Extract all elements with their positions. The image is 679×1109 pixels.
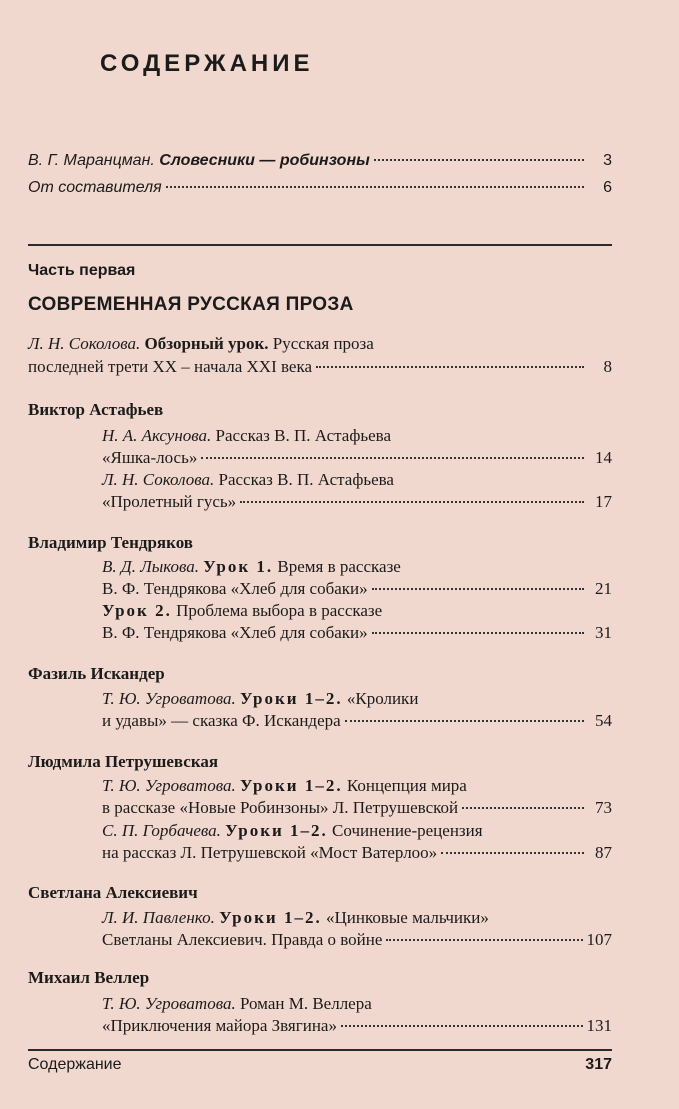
entry-line2[interactable] xyxy=(102,710,612,732)
entry-text: на рассказ Л. Петрушевской «Мост Ватерлоо» xyxy=(102,843,438,862)
entry-lesson: Уроки 1–2. xyxy=(239,776,343,795)
entry-line2[interactable] xyxy=(102,622,612,644)
entry-lesson: Обзорный урок. xyxy=(144,334,269,353)
writer-heading: Михаил Веллер xyxy=(28,968,150,987)
dot-leader xyxy=(345,720,584,722)
entry-line2[interactable] xyxy=(102,447,612,469)
running-footer: Содержание xyxy=(28,1056,122,1073)
dot-leader xyxy=(386,939,582,941)
entry-author: Л. Н. Соколова. xyxy=(102,470,215,489)
entry-line1[interactable] xyxy=(102,907,489,929)
entry-text: и удавы» — сказка Ф. Искандера xyxy=(102,711,341,730)
writer-heading: Владимир Тендряков xyxy=(28,533,193,552)
entry-lesson: Уроки 1–2. xyxy=(225,821,328,840)
entry-page: 131 xyxy=(586,1016,612,1035)
entry-page: 31 xyxy=(595,623,612,642)
writer-heading: Людмила Петрушевская xyxy=(28,752,219,771)
entry-text: Концепция мира xyxy=(346,776,467,795)
dot-leader xyxy=(372,632,584,634)
entry-author: Т. Ю. Угроватова. xyxy=(102,776,236,795)
entry-title: От составителя xyxy=(28,179,162,196)
dot-leader xyxy=(341,1025,583,1027)
entry-text: Русская проза xyxy=(272,334,374,353)
entry-author: Т. Ю. Угроватова. xyxy=(102,994,236,1013)
entry-page: 6 xyxy=(603,179,612,196)
page-heading: СОДЕРЖАНИЕ xyxy=(100,50,314,77)
overview-line2[interactable] xyxy=(28,356,612,378)
entry-title: Словесники — робинзоны xyxy=(159,152,370,169)
entry-text: Рассказ В. П. Астафьева xyxy=(215,426,391,445)
toc-entry-compiler[interactable] xyxy=(28,177,612,199)
entry-author: В. Г. Маранцман. xyxy=(28,152,155,169)
entry-text: «Яшка-лось» xyxy=(102,448,198,467)
writer-heading: Виктор Астафьев xyxy=(28,400,164,419)
dot-leader xyxy=(240,501,584,503)
entry-text: «Пролетный гусь» xyxy=(102,492,237,511)
entry-page: 14 xyxy=(595,448,612,467)
entry-line1[interactable] xyxy=(102,469,394,491)
entry-page: 107 xyxy=(586,930,612,949)
entry-author: Л. Н. Соколова. xyxy=(28,334,141,353)
entry-lesson: Урок 2. xyxy=(102,601,172,620)
dot-leader xyxy=(372,588,584,590)
entry-page: 3 xyxy=(603,152,612,169)
entry-text: Рассказ В. П. Астафьева xyxy=(218,470,394,489)
writer-heading: Светлана Алексиевич xyxy=(28,883,198,902)
section-divider xyxy=(28,244,612,246)
entry-author: В. Д. Лыкова. xyxy=(102,557,200,576)
entry-line1[interactable] xyxy=(102,425,391,447)
entry-text: Проблема выбора в рассказе xyxy=(176,601,383,620)
entry-lesson: Уроки 1–2. xyxy=(219,908,322,927)
entry-text: в рассказе «Новые Робинзоны» Л. Петрушевской xyxy=(102,798,459,817)
entry-text: «Кролики xyxy=(346,689,419,708)
entry-line2[interactable] xyxy=(102,797,612,819)
entry-line1[interactable] xyxy=(102,775,467,797)
entry-page: 8 xyxy=(603,357,612,376)
page-number: 317 xyxy=(585,1056,612,1073)
entry-text: В. Ф. Тендрякова «Хлеб для собаки» xyxy=(102,579,368,598)
dot-leader xyxy=(374,159,584,161)
entry-author: Т. Ю. Угроватова. xyxy=(102,689,236,708)
entry-lesson: Урок 1. xyxy=(203,557,274,576)
entry-author: С. П. Горбачева. xyxy=(102,821,221,840)
entry-text: Время в рассказе xyxy=(277,557,401,576)
entry-text: последней трети XX – начала XXI века xyxy=(28,357,312,376)
dot-leader xyxy=(462,807,584,809)
entry-line2[interactable] xyxy=(102,1015,612,1037)
entry-lesson: Уроки 1–2. xyxy=(239,689,343,708)
entry-line2[interactable] xyxy=(102,842,612,864)
dot-leader xyxy=(166,186,584,188)
entry-line2[interactable] xyxy=(102,578,612,600)
entry-page: 21 xyxy=(595,579,612,598)
footer-divider xyxy=(28,1049,612,1051)
entry-author: Н. А. Аксунова. xyxy=(102,426,212,445)
entry-line1[interactable] xyxy=(102,556,401,578)
entry-text: Сочинение-рецензия xyxy=(332,821,483,840)
entry-author: Л. И. Павленко. xyxy=(102,908,215,927)
entry-line1[interactable] xyxy=(102,820,483,842)
entry-text: «Приключения майора Звягина» xyxy=(102,1016,337,1035)
dot-leader xyxy=(441,852,584,854)
toc-entry-foreword[interactable] xyxy=(28,150,612,172)
part-title: СОВРЕМЕННАЯ РУССКАЯ ПРОЗА xyxy=(28,294,354,315)
entry-line2[interactable] xyxy=(102,929,612,951)
entry-page: 73 xyxy=(595,798,612,817)
entry-text: Роман М. Веллера xyxy=(239,994,372,1013)
entry-line1[interactable] xyxy=(102,688,418,710)
entry-page: 87 xyxy=(595,843,612,862)
entry-line2[interactable] xyxy=(102,491,612,513)
entry-page: 54 xyxy=(595,711,612,730)
entry-line1[interactable] xyxy=(102,600,382,622)
dot-leader xyxy=(201,457,584,459)
overview-line1[interactable] xyxy=(28,333,374,355)
writer-heading: Фазиль Искандер xyxy=(28,664,165,683)
entry-page: 17 xyxy=(595,492,612,511)
entry-text: В. Ф. Тендрякова «Хлеб для собаки» xyxy=(102,623,368,642)
entry-line1[interactable] xyxy=(102,993,372,1015)
dot-leader xyxy=(316,366,584,368)
part-label: Часть первая xyxy=(28,262,136,279)
entry-text: Светланы Алексиевич. Правда о войне xyxy=(102,930,383,949)
entry-text: «Цинковые мальчики» xyxy=(325,908,489,927)
